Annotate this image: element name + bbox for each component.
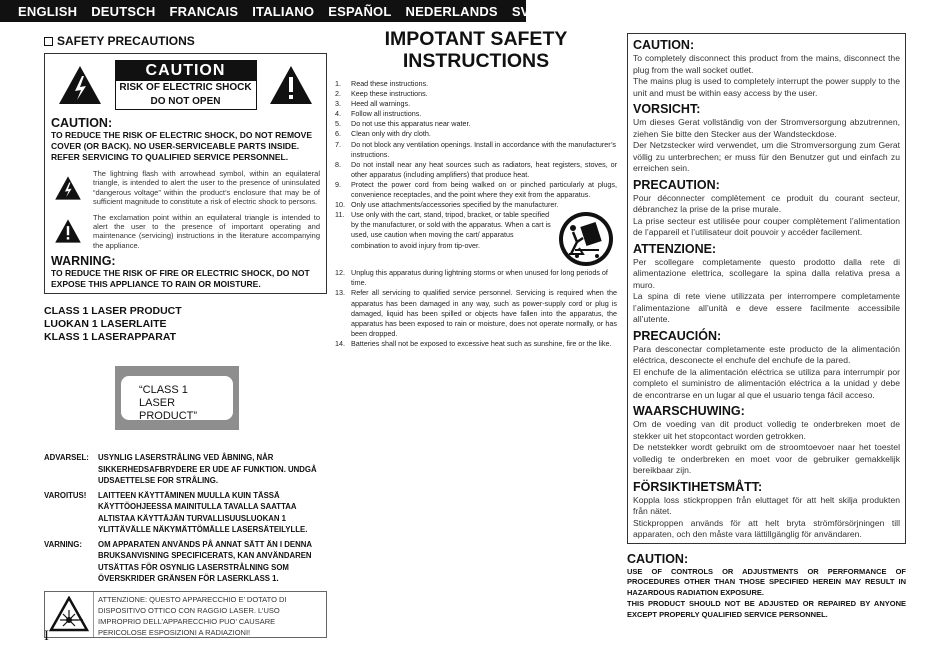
list-item: 6. Clean only with dry cloth.	[335, 129, 431, 139]
caution-text: TO REDUCE THE RISK OF ELECTRIC SHOCK, DO NOT REMOVE COVER (OR BACK). NO USER-SERVICEABLE PARTS INSIDE. REFER SERVICING TO QUALIFIED SERVICE PERSONNEL.	[51, 130, 312, 162]
mains-heading-sv: FÖRSIKTIHETSMÅTT:	[633, 479, 763, 494]
middle-column	[335, 28, 617, 349]
list-item: 11. Use only with the cart, stand, tripod, bracket, or table specified by the manufacturer, or sold with the apparatus. When a cart is used, use caution when moving the cart/ apparatus combination to avoid injury from tip-over.	[335, 210, 617, 268]
laser-radiation-icon	[49, 596, 89, 632]
lang-svenska[interactable]: SVENSKA	[511, 3, 577, 19]
list-item: 10. Only use attachments/accessories specified by the manufacturer.	[335, 200, 559, 210]
laser-caution-notice	[627, 552, 906, 620]
checkbox-bullet-icon	[44, 37, 53, 46]
lightning-small-icon	[54, 175, 82, 201]
lightning-warning-icon	[57, 64, 103, 106]
mains-heading-en: CAUTION:	[633, 38, 695, 52]
left-column	[44, 34, 327, 638]
laser-product-label	[115, 366, 239, 430]
caution-label	[115, 60, 257, 110]
list-item: 4. Follow all instructions.	[335, 109, 422, 119]
lang-espanol[interactable]: ESPAÑOL	[328, 3, 392, 19]
warning-row-danish: ADVARSEL: USYNLIG LASERSTRÅLING VED ÅBNING, NÅR SIKKERHEDSAFBRYDERE ER UDE AF FUNKTION. UNDGÅ UDSAETTELSE FOR STRÅLING.	[44, 453, 317, 485]
list-item: 13. Refer all servicing to qualified service personnel. Servicing is required when the apparatus has been damaged in any way, such as power-supply cord or plug is damaged, liquid has been spilled or objects have fallen into the apparatus, the apparatus has been exposed to rain or moisture, does not operate normally, or has been dropped.	[335, 288, 617, 338]
lang-nederlands[interactable]: NEDERLANDS	[405, 3, 498, 19]
lightning-text: The lightning flash with arrowhead symbol, within an equilateral triangle, is intended to alert the user to the presence of uninsulated “dangerous voltage” within the product’s enclosure that may be of sufficient magnitude to constitute a risk of electric shock to persons.	[93, 169, 320, 207]
warning-heading: WARNING:	[51, 254, 116, 269]
caution-heading: CAUTION:	[51, 116, 113, 130]
attenzione-text: ATTENZIONE: QUESTO APPARECCHIO E’ DOTATO DI DISPOSITIVO OTTICO CON RAGGIO LASER. L’USO IMPROPRIO DELL’APPARECCHIO PUO’ CAUSARE PERICOLOSE ESPOSIZIONI A RADIAZIONI!	[98, 594, 287, 637]
laser-label-line2: LASER PRODUCT”	[139, 397, 198, 422]
lang-deutsch[interactable]: DEUTSCH	[91, 3, 156, 19]
laser-heading-en: CLASS 1 LASER PRODUCT	[44, 305, 182, 317]
caution-big-label: CAUTION	[116, 61, 256, 81]
lang-italiano[interactable]: ITALIANO	[252, 3, 315, 19]
caution-line2: DO NOT OPEN	[150, 96, 221, 107]
safety-precautions-title: SAFETY PRECAUTIONS	[44, 34, 327, 48]
bottom-caution-text2: THIS PRODUCT SHOULD NOT BE ADJUSTED OR REPAIRED BY ANYONE EXCEPT PROPERLY QUALIFIED SERVICE PERSONNEL.	[627, 599, 906, 619]
bottom-caution-heading: CAUTION:	[627, 552, 689, 566]
mains-heading-nl: WAARSCHUWING:	[633, 404, 745, 418]
list-item: 14. Batteries shall not be exposed to excessive heat such as sunshine, fire or the like.	[335, 338, 612, 348]
warning-text: TO REDUCE THE RISK OF FIRE OR ELECTRIC SHOCK, DO NOT EXPOSE THIS APPLIANCE TO RAIN OR MOISTURE.	[51, 268, 310, 290]
exclamation-explanation	[51, 213, 320, 251]
caution-box	[44, 53, 327, 294]
lang-english[interactable]: ENGLISH	[18, 3, 78, 19]
exclamation-text: The exclamation point within an equilateral triangle is intended to alert the user to the presence of important operating and maintenance (servicing) instructions in the literature accompanying the appliance.	[93, 212, 320, 250]
laser-warnings	[44, 452, 327, 585]
lightning-explanation	[51, 169, 320, 207]
list-item: 3. Heed all warnings.	[335, 99, 411, 109]
list-item: 9. Protect the power cord from being walked on or pinched particularly at plugs, convenience receptacles, and the point where they exit from the apparatus.	[335, 179, 617, 200]
list-item: 5. Do not use this apparatus near water.	[335, 119, 471, 129]
language-bar	[0, 0, 577, 22]
mains-disconnect-box: CAUTION: To completely disconnect this product from the mains, disconnect the plug from the wall socket outlet. The mains plug is used to completely interrupt the power supply to the unit and must be within easy access by the user. VORSICHT: Um dieses Gerat vollständig von der Stromversorgung abzutrennen, ziehen Sie bitte den Stecker aus der Wandsteckdose. Der Netzstecker wird verwendet, um die Stromversorgung zum Gerat völlig zu unterbrechen; er muss für den Benutzer gut und einfach zu erreichen sein. PRECAUTION: Pour déconnecter complètement ce produit du courant secteur, débranchez la prise de la prise murale. La prise secteur est utilisée pour couper complètement l’alimentation de l’appareil et l’utilisateur doit pouvoir y accéder facilement. ATTENZIONE: Per scollegare completamente questo prodotto dalla rete di alimentazione elettrica, scollegare la spina dalla relativa presa a muro. La spina di rete viene utilizzata per interrompere completamente l’alimentazione all’unità e deve essere facilmente accessibile all’utente. PRECAUCIÓN: Para desconectar completamente este producto de la alimentación eléctrica, desconecte el enchufe del enchufe de la pared. El enchufe de la alimentación eléctrica se utiliza para interrumpir por completo el suministro de alimentación eléctrica a la unidad y debe de encontrarse en un lugar al que el usuario tenga fácil acceso. WAARSCHUWING: Om de voeding van dit product volledig te onderbreken moet de stekker uit het stopcontact worden getrokken. De netstekker wordt gebruikt om de stroomtoevoer naar het toestel volledig te onderbreken en moet voor de gebruiker gemakkelijk bereikbaar zijn. FÖRSIKTIHETSMÅTT: Koppla loss stickproppen från eluttaget för att helt skilja produkten från nätet. Stickproppen används för att helt bryta strömförsörjningen till apparaten, och den måste vara lättillgänglig för användaren.	[627, 33, 906, 544]
exclamation-warning-icon	[268, 64, 314, 106]
list-item: 7. Do not block any ventilation openings. Install in accordance with the manufacturer’s instructions.	[335, 139, 617, 159]
cart-tipover-icon	[555, 210, 617, 268]
instructions-list	[335, 79, 617, 349]
instructions-title: IMPOTANT SAFETY INSTRUCTIONS	[384, 28, 568, 72]
mains-heading-it: ATTENZIONE:	[633, 241, 717, 256]
caution-line1: RISK OF ELECTRIC SHOCK	[119, 82, 252, 93]
list-item: 2. Keep these instructions.	[335, 89, 428, 99]
bottom-caution-text1: USE OF CONTROLS OR ADJUSTMENTS OR PERFORMANCE OF PROCEDURES OTHER THAN THOSE SPECIFIED HEREIN MAY RESULT IN HAZARDOUS RADIATION EXPOSURE.	[627, 567, 906, 597]
caution-label-row	[51, 60, 320, 110]
page-number: I	[44, 628, 49, 644]
warning-row-swedish: VARNING: OM APPARATEN ANVÄNDS PÅ ANNAT SÄTT ÄN I DENNA BRUKSANVISNING SPECIFICERATS, KAN ANVÄNDAREN UTSÄTTAS FÖR OSYNLIG LASERSTRÅLNING SOM ÖVERSKRIDER GRÄNSEN FÖR LASERKLASS 1.	[44, 539, 312, 583]
laser-class-headings	[44, 305, 327, 344]
laser-heading-sv: KLASS 1 LASERAPPARAT	[44, 331, 177, 343]
laser-heading-fi: LUOKAN 1 LASERLAITE	[44, 318, 167, 330]
list-item: 8. Do not install near any heat sources such as radiators, heat registers, stoves, or other apparatus (including amplifiers) that produce heat.	[335, 159, 617, 179]
lang-francais[interactable]: FRANCAIS	[169, 3, 239, 19]
laser-attenzione-box	[44, 591, 327, 638]
warning-row-finnish: VAROITUS! LAITTEEN KÄYTTÄMINEN MUULLA KUIN TÄSSÄ KÄYTTÖOHJEESSA MAINITULLA TAVALLA SAATTAA ALTISTAA KÄYTTÄJÄN TURVALLISUUSLUOKAN 1 YLITTÄVÄLLE NÄKYMÄTTÖMÄLLE LASERSÄTEILYLLE.	[44, 490, 308, 534]
mains-heading-de: VORSICHT:	[633, 102, 701, 116]
mains-heading-fr: PRECAUTION:	[633, 177, 720, 192]
mains-heading-es: PRECAUCIÓN:	[633, 328, 722, 343]
laser-label-line1: “CLASS 1	[139, 384, 188, 396]
list-item: 12. Unplug this apparatus during lightning storms or when unused for long periods of time.	[335, 268, 608, 288]
exclamation-small-icon	[54, 218, 82, 244]
list-item: 1. Read these instructions.	[335, 79, 429, 88]
